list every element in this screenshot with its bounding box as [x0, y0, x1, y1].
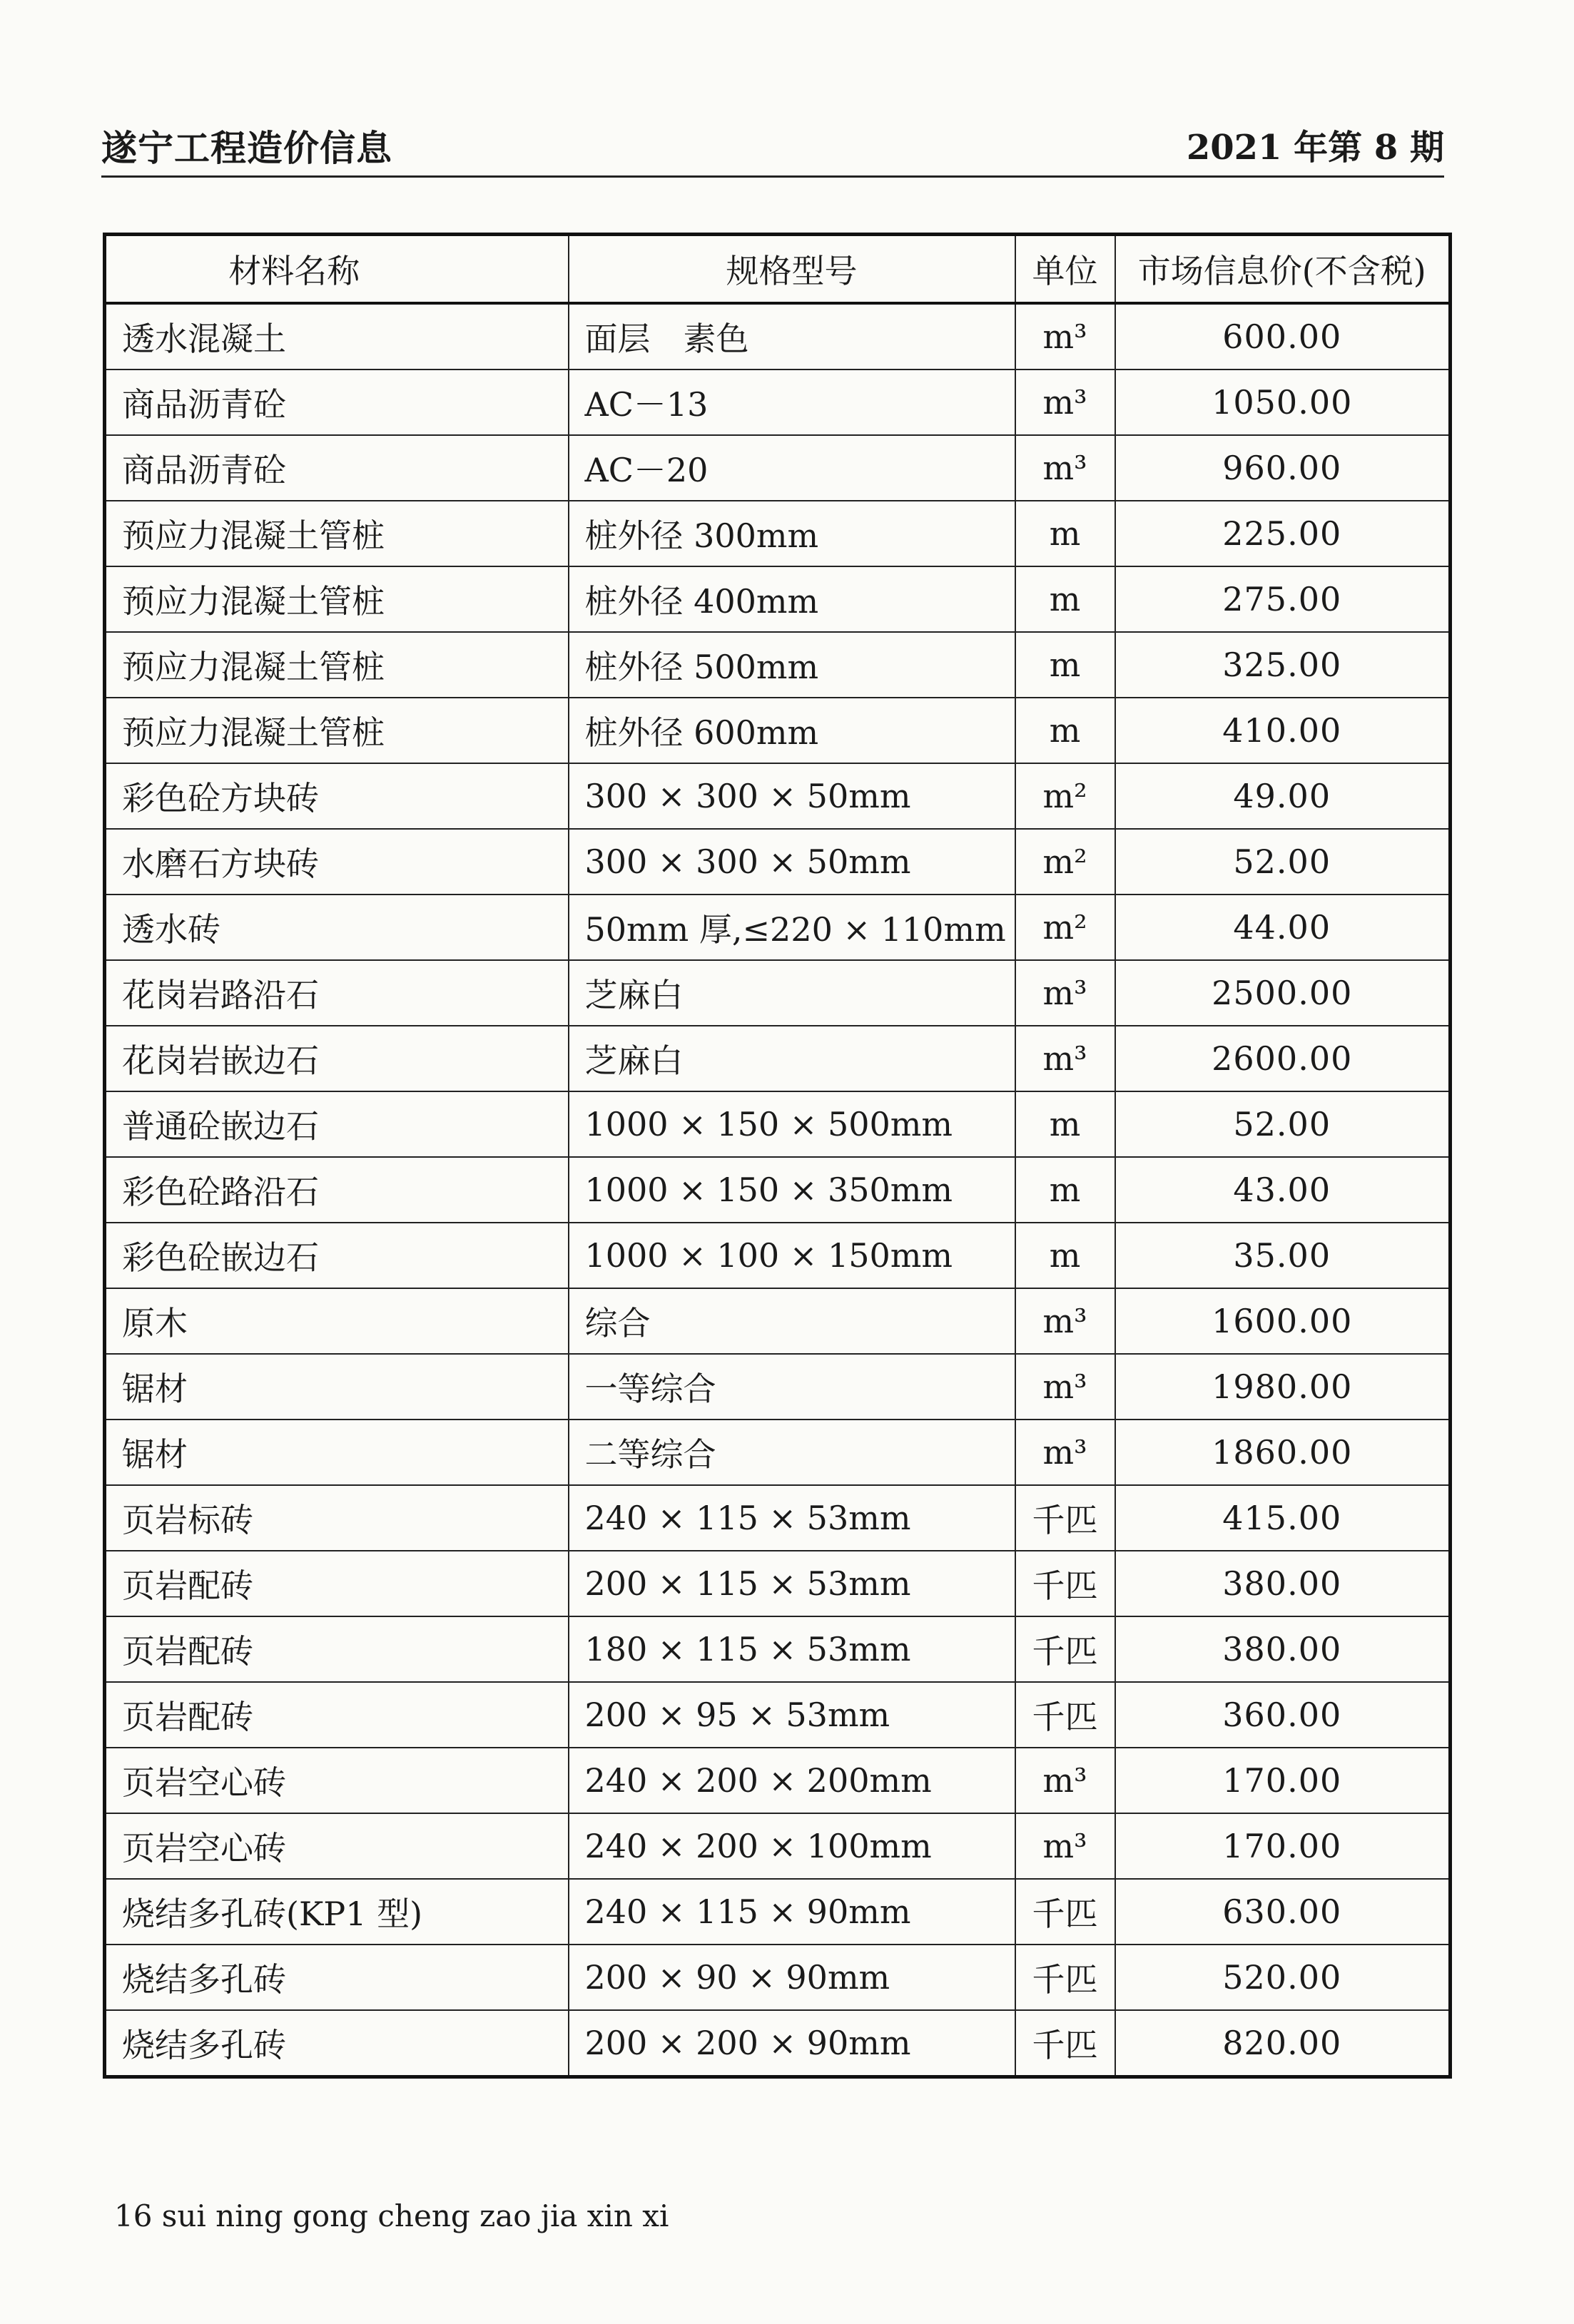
- spec-cell: 1000 × 150 × 350mm: [569, 1157, 1015, 1223]
- unit-cell: m: [1015, 698, 1115, 763]
- table-row: [105, 566, 1451, 632]
- price-cell: 35.00: [1115, 1223, 1451, 1288]
- table-header-row: [105, 235, 1451, 304]
- material-name-cell: 页岩空心砖: [105, 1813, 569, 1879]
- spec-cell: 300 × 300 × 50mm: [569, 763, 1015, 829]
- price-cell: 44.00: [1115, 895, 1451, 960]
- column-header-name: 材料名称: [105, 235, 569, 304]
- spec-cell: 200 × 90 × 90mm: [569, 1945, 1015, 2010]
- spec-cell: 芝麻白: [569, 960, 1015, 1026]
- spec-cell: 综合: [569, 1288, 1015, 1354]
- table-row: [105, 960, 1451, 1026]
- publication-title: 遂宁工程造价信息: [101, 127, 392, 169]
- spec-cell: 桩外径 400mm: [569, 566, 1015, 632]
- table-row: [105, 1420, 1451, 1485]
- unit-cell: m³: [1015, 1288, 1115, 1354]
- unit-cell: m³: [1015, 1026, 1115, 1091]
- spec-cell: 芝麻白: [569, 1026, 1015, 1091]
- material-name-cell: 透水砖: [105, 895, 569, 960]
- material-name-cell: 预应力混凝土管桩: [105, 501, 569, 566]
- material-name-cell: 花岗岩嵌边石: [105, 1026, 569, 1091]
- unit-cell: m: [1015, 1157, 1115, 1223]
- spec-cell: 200 × 200 × 90mm: [569, 2010, 1015, 2077]
- price-cell: 1980.00: [1115, 1354, 1451, 1420]
- unit-cell: 千匹: [1015, 1682, 1115, 1748]
- spec-cell: 桩外径 500mm: [569, 632, 1015, 698]
- table-row: [105, 303, 1451, 370]
- table-row: [105, 1945, 1451, 2010]
- material-name-cell: 页岩配砖: [105, 1616, 569, 1682]
- unit-cell: m³: [1015, 960, 1115, 1026]
- price-cell: 2600.00: [1115, 1026, 1451, 1091]
- price-table: [103, 233, 1452, 2079]
- material-name-cell: 商品沥青砼: [105, 435, 569, 501]
- material-name-cell: 预应力混凝土管桩: [105, 566, 569, 632]
- unit-cell: m: [1015, 566, 1115, 632]
- material-name-cell: 页岩空心砖: [105, 1748, 569, 1813]
- spec-cell: 1000 × 150 × 500mm: [569, 1091, 1015, 1157]
- unit-cell: 千匹: [1015, 1945, 1115, 2010]
- table-row: [105, 1682, 1451, 1748]
- unit-cell: m³: [1015, 1748, 1115, 1813]
- unit-cell: 千匹: [1015, 1485, 1115, 1551]
- table-row: [105, 698, 1451, 763]
- spec-cell: 240 × 200 × 200mm: [569, 1748, 1015, 1813]
- column-header-spec: 规格型号: [569, 235, 1015, 304]
- table-row: [105, 1288, 1451, 1354]
- table-body: [105, 303, 1451, 2077]
- table-row: [105, 501, 1451, 566]
- price-cell: 170.00: [1115, 1813, 1451, 1879]
- table-row: [105, 1616, 1451, 1682]
- table-row: [105, 763, 1451, 829]
- material-name-cell: 彩色砼嵌边石: [105, 1223, 569, 1288]
- unit-cell: m³: [1015, 1420, 1115, 1485]
- spec-cell: 桩外径 300mm: [569, 501, 1015, 566]
- spec-cell: AC－13: [569, 370, 1015, 435]
- column-header-unit: 单位: [1015, 235, 1115, 304]
- price-cell: 170.00: [1115, 1748, 1451, 1813]
- table-row: [105, 1354, 1451, 1420]
- spec-cell: 50mm 厚,≤220 × 110mm: [569, 895, 1015, 960]
- material-name-cell: 锯材: [105, 1420, 569, 1485]
- material-name-cell: 彩色砼方块砖: [105, 763, 569, 829]
- table-row: [105, 1813, 1451, 1879]
- unit-cell: m²: [1015, 895, 1115, 960]
- price-cell: 600.00: [1115, 303, 1451, 370]
- spec-cell: 180 × 115 × 53mm: [569, 1616, 1015, 1682]
- material-name-cell: 预应力混凝土管桩: [105, 632, 569, 698]
- material-name-cell: 彩色砼路沿石: [105, 1157, 569, 1223]
- unit-cell: m: [1015, 501, 1115, 566]
- spec-cell: AC－20: [569, 435, 1015, 501]
- price-cell: 380.00: [1115, 1551, 1451, 1616]
- table-row: [105, 895, 1451, 960]
- header-rule: [101, 175, 1444, 178]
- price-cell: 52.00: [1115, 1091, 1451, 1157]
- unit-cell: m: [1015, 632, 1115, 698]
- spec-cell: 300 × 300 × 50mm: [569, 829, 1015, 895]
- unit-cell: m³: [1015, 1354, 1115, 1420]
- table-row: [105, 2010, 1451, 2077]
- table-row: [105, 1748, 1451, 1813]
- material-name-cell: 烧结多孔砖: [105, 1945, 569, 2010]
- price-cell: 2500.00: [1115, 960, 1451, 1026]
- price-cell: 1050.00: [1115, 370, 1451, 435]
- material-name-cell: 原木: [105, 1288, 569, 1354]
- spec-cell: 240 × 200 × 100mm: [569, 1813, 1015, 1879]
- price-cell: 52.00: [1115, 829, 1451, 895]
- page-header: [101, 120, 1444, 171]
- price-cell: 630.00: [1115, 1879, 1451, 1945]
- price-cell: 1600.00: [1115, 1288, 1451, 1354]
- issue-number: 2021 年第 8 期: [1186, 128, 1444, 168]
- price-cell: 380.00: [1115, 1616, 1451, 1682]
- material-name-cell: 烧结多孔砖(KP1 型): [105, 1879, 569, 1945]
- spec-cell: 二等综合: [569, 1420, 1015, 1485]
- unit-cell: m: [1015, 1223, 1115, 1288]
- material-name-cell: 页岩配砖: [105, 1682, 569, 1748]
- spec-cell: 240 × 115 × 53mm: [569, 1485, 1015, 1551]
- price-cell: 1860.00: [1115, 1420, 1451, 1485]
- price-cell: 43.00: [1115, 1157, 1451, 1223]
- price-cell: 410.00: [1115, 698, 1451, 763]
- table-row: [105, 370, 1451, 435]
- table-row: [105, 1223, 1451, 1288]
- unit-cell: m²: [1015, 763, 1115, 829]
- price-cell: 325.00: [1115, 632, 1451, 698]
- price-cell: 415.00: [1115, 1485, 1451, 1551]
- unit-cell: 千匹: [1015, 1616, 1115, 1682]
- material-name-cell: 普通砼嵌边石: [105, 1091, 569, 1157]
- unit-cell: m: [1015, 1091, 1115, 1157]
- price-cell: 960.00: [1115, 435, 1451, 501]
- table-row: [105, 1551, 1451, 1616]
- table-row: [105, 632, 1451, 698]
- unit-cell: m³: [1015, 435, 1115, 501]
- spec-cell: 200 × 115 × 53mm: [569, 1551, 1015, 1616]
- material-name-cell: 透水混凝土: [105, 303, 569, 370]
- table-row: [105, 1485, 1451, 1551]
- table-row: [105, 435, 1451, 501]
- table-row: [105, 1091, 1451, 1157]
- price-cell: 820.00: [1115, 2010, 1451, 2077]
- unit-cell: m³: [1015, 1813, 1115, 1879]
- table-row: [105, 829, 1451, 895]
- price-cell: 360.00: [1115, 1682, 1451, 1748]
- spec-cell: 1000 × 100 × 150mm: [569, 1223, 1015, 1288]
- table-row: [105, 1026, 1451, 1091]
- unit-cell: 千匹: [1015, 1879, 1115, 1945]
- page-footer: 16 sui ning gong cheng zao jia xin xi: [114, 2198, 669, 2233]
- spec-cell: 200 × 95 × 53mm: [569, 1682, 1015, 1748]
- material-name-cell: 页岩配砖: [105, 1551, 569, 1616]
- spec-cell: 面层 素色: [569, 303, 1015, 370]
- material-name-cell: 烧结多孔砖: [105, 2010, 569, 2077]
- unit-cell: 千匹: [1015, 2010, 1115, 2077]
- spec-cell: 240 × 115 × 90mm: [569, 1879, 1015, 1945]
- material-name-cell: 花岗岩路沿石: [105, 960, 569, 1026]
- material-name-cell: 预应力混凝土管桩: [105, 698, 569, 763]
- table-row: [105, 1157, 1451, 1223]
- unit-cell: m³: [1015, 370, 1115, 435]
- table-row: [105, 1879, 1451, 1945]
- material-name-cell: 锯材: [105, 1354, 569, 1420]
- spec-cell: 一等综合: [569, 1354, 1015, 1420]
- unit-cell: m²: [1015, 829, 1115, 895]
- price-cell: 225.00: [1115, 501, 1451, 566]
- price-cell: 49.00: [1115, 763, 1451, 829]
- material-name-cell: 页岩标砖: [105, 1485, 569, 1551]
- material-name-cell: 商品沥青砼: [105, 370, 569, 435]
- price-cell: 275.00: [1115, 566, 1451, 632]
- column-header-price: 市场信息价(不含税): [1115, 235, 1451, 304]
- unit-cell: 千匹: [1015, 1551, 1115, 1616]
- spec-cell: 桩外径 600mm: [569, 698, 1015, 763]
- unit-cell: m³: [1015, 303, 1115, 370]
- material-name-cell: 水磨石方块砖: [105, 829, 569, 895]
- price-cell: 520.00: [1115, 1945, 1451, 2010]
